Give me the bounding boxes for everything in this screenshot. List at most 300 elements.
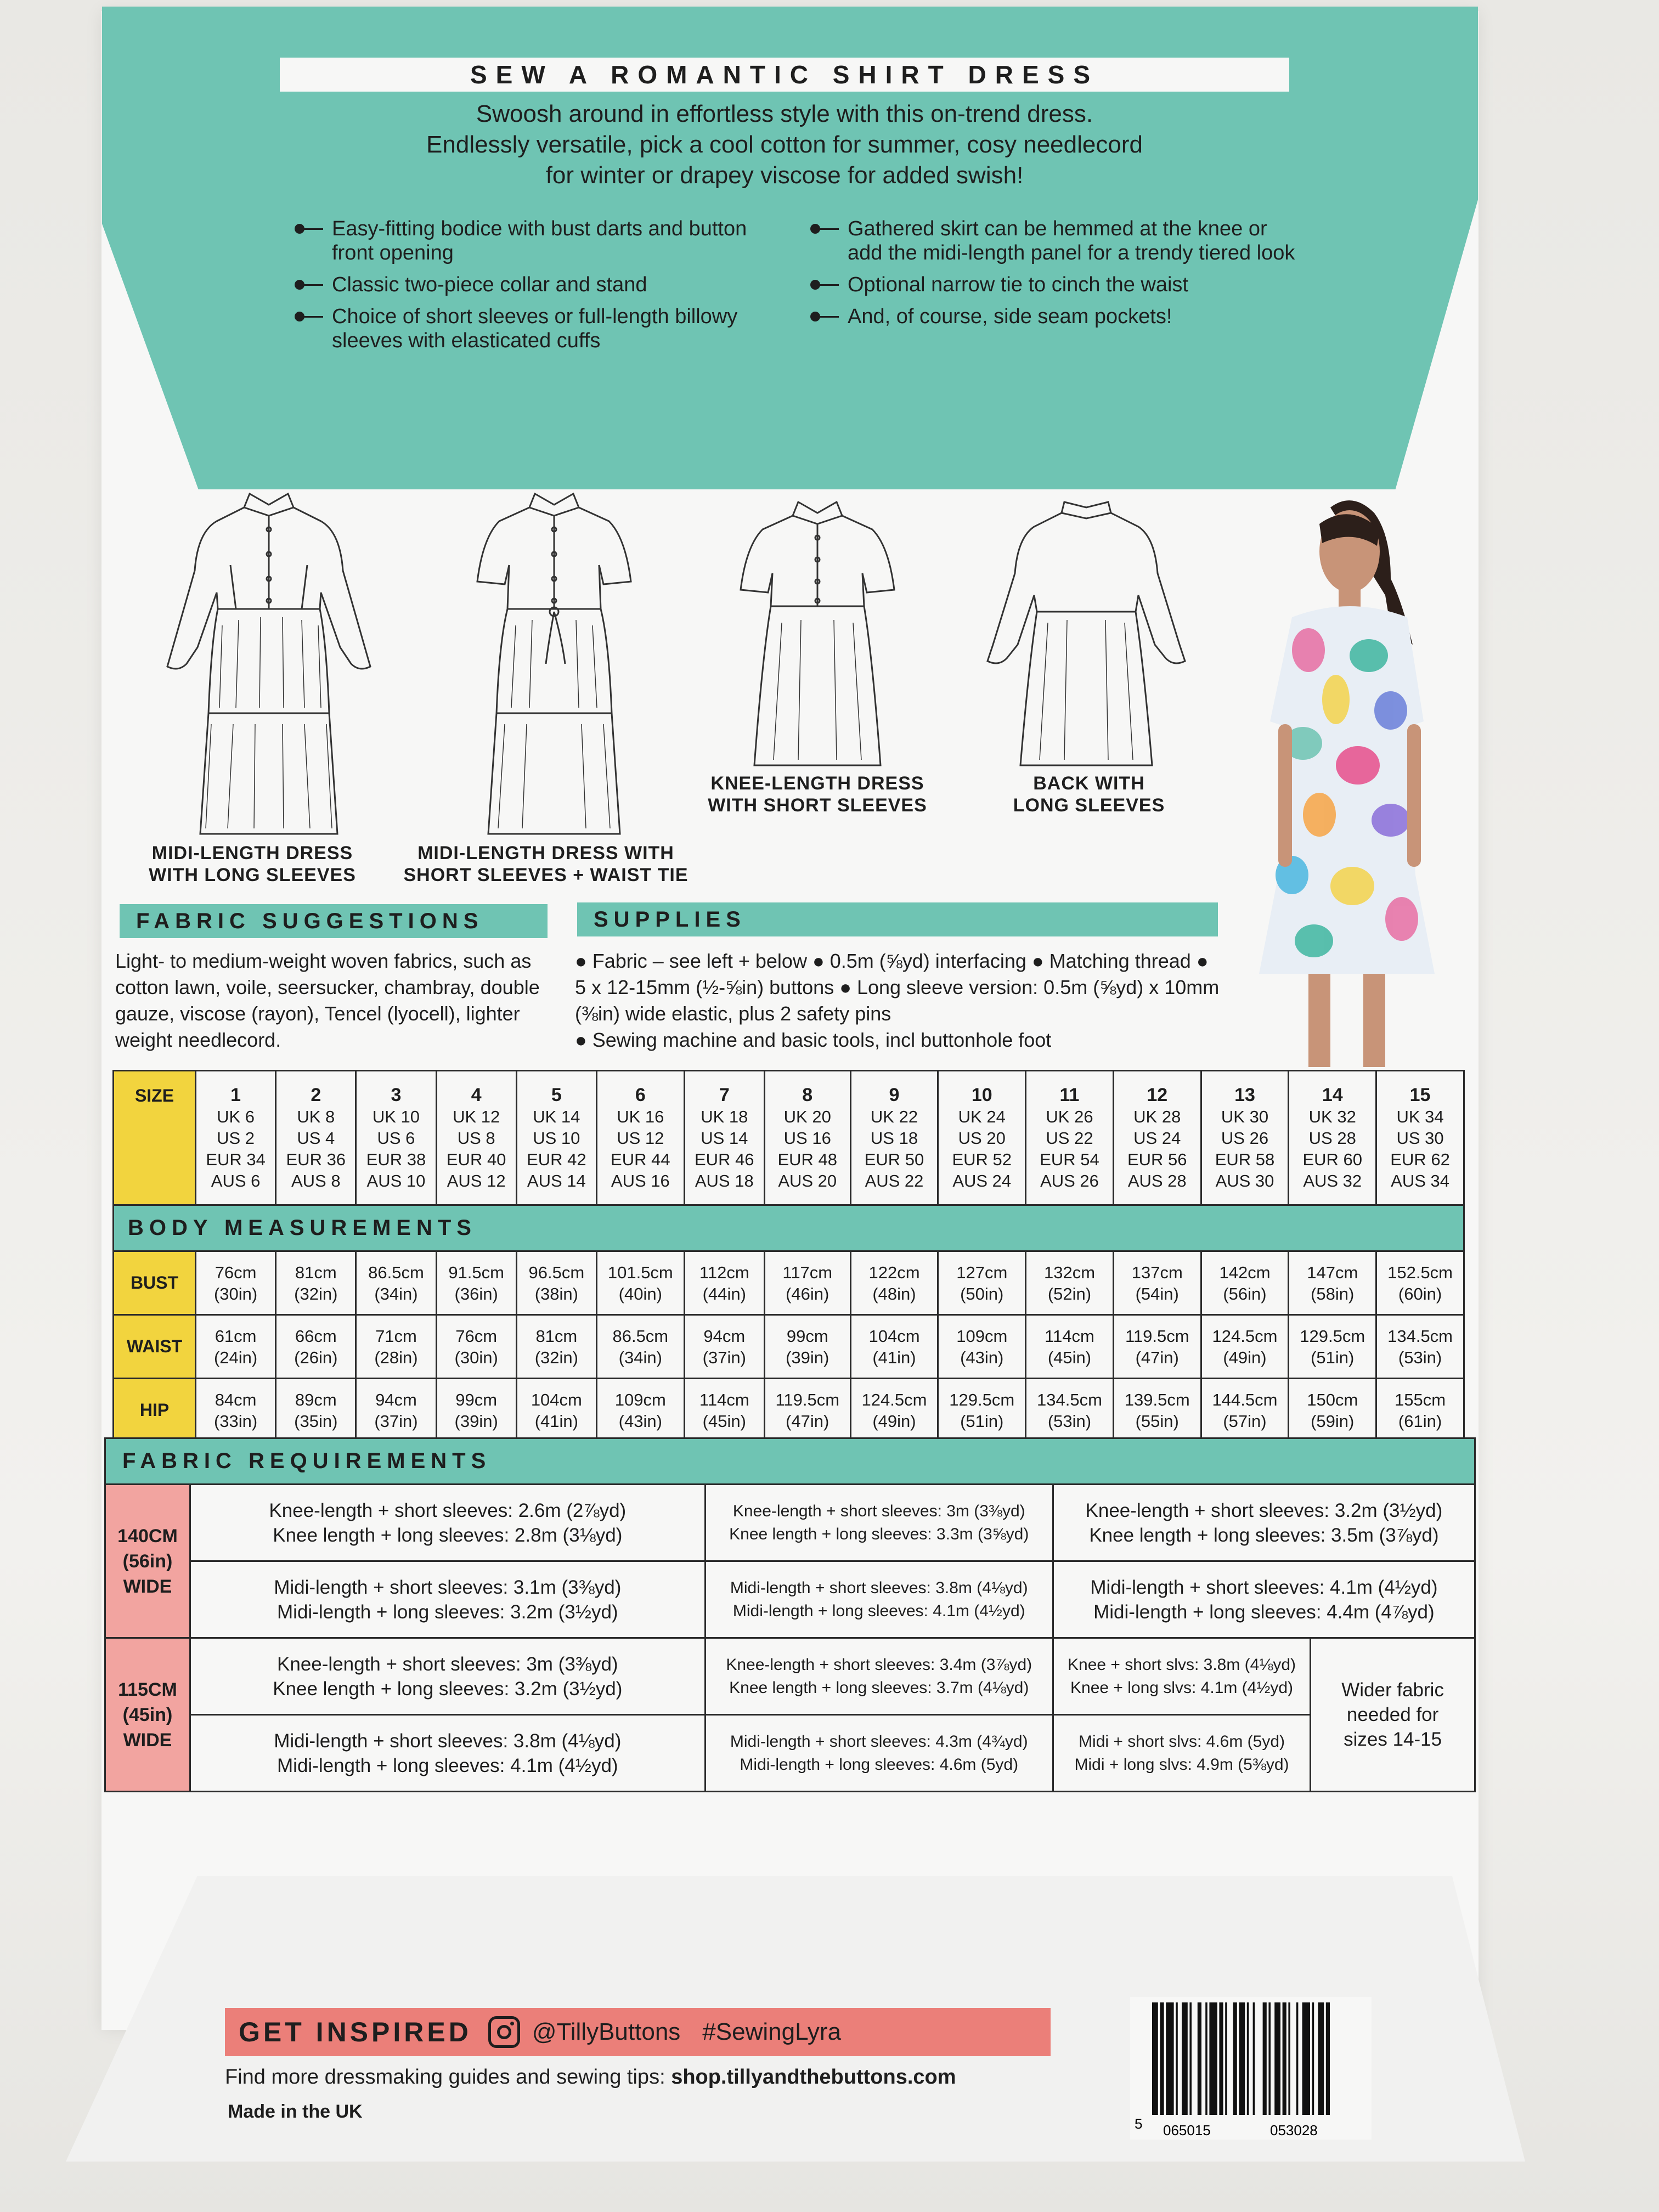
measurement-cm: 101.5cm <box>607 1262 673 1282</box>
measurement-cm: 134.5cm <box>1037 1390 1102 1409</box>
barcode-bar <box>1152 2002 1158 2115</box>
measurement-cm: 119.5cm <box>775 1390 840 1409</box>
barcode-digits-left: 065015 <box>1163 2122 1211 2138</box>
measurement-in: (58in) <box>1311 1284 1355 1304</box>
bullet-icon <box>294 304 332 329</box>
size-uk: UK 14 <box>533 1107 580 1126</box>
size-number: 4 <box>471 1084 482 1105</box>
measurement-in: (34in) <box>618 1347 662 1367</box>
size-uk: UK 20 <box>783 1107 831 1126</box>
feature-text: Easy-fitting bodice with bust darts and button front opening <box>332 217 747 264</box>
barcode-bar <box>1209 2002 1217 2115</box>
measurement-cell <box>436 1251 516 1315</box>
measurement-cell <box>1376 1251 1464 1315</box>
hashtag[interactable]: #SewingLyra <box>702 2018 842 2045</box>
size-uk: UK 30 <box>1221 1107 1269 1126</box>
barcode-bar <box>1288 2002 1290 2115</box>
midi-long-sleeve-dress-drawing <box>156 483 381 839</box>
measurement-cell <box>596 1379 684 1442</box>
requirement-cell <box>190 1638 705 1715</box>
measurement-in: (39in) <box>454 1411 498 1431</box>
barcode-bar <box>1247 2002 1249 2115</box>
width-115-label <box>105 1638 190 1792</box>
measurement-in: (40in) <box>618 1284 662 1304</box>
requirement-line: Knee length + long sleeves: 3.5m (3⅞yd) <box>1089 1524 1439 1546</box>
measurement-cm: 81cm <box>295 1262 337 1282</box>
measurement-cell <box>938 1251 1026 1315</box>
measurement-cm: 150cm <box>1307 1390 1358 1409</box>
measurement-in: (33in) <box>213 1411 258 1431</box>
page-title: SEW A ROMANTIC SHIRT DRESS <box>280 58 1289 92</box>
measurement-cell <box>1113 1379 1201 1442</box>
size-us: US 26 <box>1221 1128 1269 1148</box>
measurement-cell <box>196 1379 276 1442</box>
requirement-cell <box>190 1485 705 1561</box>
illustration-caption <box>977 772 1201 816</box>
measurement-cm: 117cm <box>782 1262 833 1282</box>
requirement-line: Knee-length + short sleeves: 2.6m (2⅞yd) <box>269 1499 627 1521</box>
supply-item: 5 x 12-15mm (½-⅝in) buttons <box>575 976 834 998</box>
measurement-in: (60in) <box>1398 1284 1442 1304</box>
barcode-digit-prefix: 5 <box>1135 2115 1143 2132</box>
measurement-in: (55in) <box>1135 1411 1179 1431</box>
back-long-sleeve-dress-drawing <box>977 491 1196 776</box>
supply-item: Matching thread <box>1049 950 1191 972</box>
size-number: 13 <box>1234 1084 1255 1105</box>
size-us: US 2 <box>217 1128 255 1148</box>
measurement-cell <box>1113 1315 1201 1379</box>
feature-list-left <box>294 217 765 360</box>
measurement-in: (47in) <box>786 1411 830 1431</box>
measurement-cell <box>1201 1379 1289 1442</box>
size-eur: EUR 40 <box>446 1149 506 1169</box>
measurement-cm: 112cm <box>699 1262 749 1282</box>
size-aus: AUS 22 <box>865 1171 924 1190</box>
feature-text: Choice of short sleeves or full-length billowy sleeves with elasticated cuffs <box>332 305 738 352</box>
measurement-in: (53in) <box>1398 1347 1442 1367</box>
barcode-bar <box>1182 2002 1188 2115</box>
size-uk: UK 18 <box>701 1107 748 1126</box>
bullet-icon <box>809 304 848 329</box>
size-cell <box>276 1071 356 1205</box>
size-number: 3 <box>391 1084 402 1105</box>
size-eur: EUR 46 <box>695 1149 754 1169</box>
caption-line: MIDI-LENGTH DRESS WITH <box>417 843 674 864</box>
size-cell <box>1201 1071 1289 1205</box>
size-eur: EUR 36 <box>286 1149 346 1169</box>
illustration-caption <box>129 842 376 886</box>
measurement-cell <box>196 1251 276 1315</box>
measurement-in: (41in) <box>534 1411 578 1431</box>
barcode-bar <box>1312 2002 1314 2115</box>
measurement-cm: 132cm <box>1043 1262 1096 1282</box>
measurement-in: (30in) <box>213 1284 258 1304</box>
measurement-cell <box>850 1379 938 1442</box>
barcode-bar <box>1239 2002 1245 2115</box>
measurement-cell <box>1026 1379 1114 1442</box>
size-cell <box>356 1071 436 1205</box>
measurement-cm: 119.5cm <box>1125 1326 1189 1346</box>
size-eur: EUR 38 <box>366 1149 426 1169</box>
requirement-line: Midi-length + long sleeves: 4.6m (5yd) <box>740 1755 1019 1774</box>
supply-item: Sewing machine and basic tools, incl buttonhole foot <box>592 1029 1052 1051</box>
size-uk: UK 10 <box>372 1107 420 1126</box>
measurement-cell <box>276 1379 356 1442</box>
barcode-bar <box>1233 2002 1237 2115</box>
measurement-in: (24in) <box>213 1347 258 1367</box>
size-uk: UK 6 <box>217 1107 255 1126</box>
measurement-label: WAIST <box>114 1315 196 1379</box>
bullet-icon <box>294 217 332 241</box>
barcode-bar <box>1296 2002 1299 2115</box>
requirement-cell <box>190 1561 705 1638</box>
barcode-bar <box>1176 2002 1178 2115</box>
measurement-in: (37in) <box>702 1347 746 1367</box>
requirement-line: Midi-length + short sleeves: 3.8m (4⅛yd) <box>274 1730 622 1752</box>
width-140-label <box>105 1485 190 1638</box>
measurement-cm: 99cm <box>455 1390 498 1409</box>
model-photo <box>1226 491 1468 1067</box>
measurement-cm: 129.5cm <box>1300 1326 1365 1346</box>
body-measurements-row <box>114 1205 1464 1251</box>
size-us: US 6 <box>377 1128 415 1148</box>
feature-text: Gathered skirt can be hemmed at the knee or add the midi-length panel for a trendy tiered look <box>848 217 1295 264</box>
measurement-cm: 142cm <box>1219 1262 1271 1282</box>
size-aus: AUS 26 <box>1040 1171 1099 1190</box>
size-us: US 18 <box>870 1128 918 1148</box>
measurement-in: (57in) <box>1223 1411 1267 1431</box>
measurement-cell <box>1201 1315 1289 1379</box>
measurement-cm: 81cm <box>535 1326 578 1346</box>
measurement-in: (34in) <box>374 1284 418 1304</box>
measurement-in: (43in) <box>960 1347 1004 1367</box>
size-eur: EUR 48 <box>777 1149 838 1169</box>
barcode-bar <box>1274 2002 1280 2115</box>
measurement-cell <box>1289 1315 1376 1379</box>
supply-item: 0.5m (⅝yd) interfacing <box>830 950 1026 972</box>
size-aus: AUS 10 <box>366 1171 426 1190</box>
measurement-cm: 66cm <box>295 1326 337 1346</box>
size-us: US 4 <box>297 1128 335 1148</box>
size-us: US 22 <box>1046 1128 1093 1148</box>
measurement-in: (54in) <box>1135 1284 1179 1304</box>
requirement-line: Midi-length + short sleeves: 4.3m (4¾yd) <box>730 1732 1028 1751</box>
requirement-cell <box>705 1561 1053 1638</box>
measurement-in: (48in) <box>872 1284 916 1304</box>
intro-line: Endlessly versatile, pick a cool cotton for summer, cosy needlecord <box>426 131 1143 158</box>
size-cell <box>1113 1071 1201 1205</box>
requirement-line: Midi-length + long sleeves: 4.1m (4½yd) <box>277 1754 618 1776</box>
requirement-cell <box>1053 1715 1310 1792</box>
bullet-icon <box>809 273 848 297</box>
measurement-cell <box>850 1251 938 1315</box>
requirement-line: Knee-length + short sleeves: 3.2m (3½yd) <box>1085 1499 1443 1521</box>
measurement-in: (51in) <box>1311 1347 1355 1367</box>
size-cell <box>1026 1071 1114 1205</box>
requirement-cell <box>1053 1561 1475 1638</box>
measurement-cell <box>684 1379 764 1442</box>
feature-text: Classic two-piece collar and stand <box>332 273 647 296</box>
measurement-row <box>114 1315 1464 1379</box>
requirement-line: Knee length + long sleeves: 2.8m (3⅛yd) <box>273 1524 623 1546</box>
barcode-bar <box>1198 2002 1201 2115</box>
measurement-in: (35in) <box>294 1411 338 1431</box>
measurement-in: (37in) <box>374 1411 418 1431</box>
note-line: needed for <box>1346 1704 1439 1725</box>
requirement-line: Midi-length + long sleeves: 4.1m (4½yd) <box>732 1601 1025 1620</box>
measurement-in: (51in) <box>960 1411 1004 1431</box>
measurement-cell <box>764 1315 850 1379</box>
requirement-line: Knee + short slvs: 3.8m (4⅛yd) <box>1068 1655 1296 1674</box>
measurement-cm: 94cm <box>375 1390 417 1409</box>
barcode-bar <box>1318 2002 1324 2115</box>
size-aus: AUS 20 <box>778 1171 837 1190</box>
size-number: 9 <box>889 1084 900 1105</box>
width-label-line: 115CM <box>118 1679 177 1700</box>
measurement-cell <box>436 1379 516 1442</box>
measurement-cm: 127cm <box>956 1262 1008 1282</box>
supplies-heading: SUPPLIES <box>577 902 1218 936</box>
size-eur: EUR 56 <box>1127 1149 1187 1169</box>
size-uk: UK 34 <box>1396 1107 1444 1126</box>
size-number: 14 <box>1322 1084 1343 1105</box>
measurement-cell <box>516 1379 596 1442</box>
size-aus: AUS 12 <box>447 1171 506 1190</box>
requirement-cell <box>1053 1638 1310 1715</box>
measurement-in: (32in) <box>534 1347 578 1367</box>
size-cell <box>764 1071 850 1205</box>
size-us: US 16 <box>783 1128 831 1148</box>
intro-line: Swoosh around in effortless style with this on-trend dress. <box>476 100 1093 127</box>
requirement-line: Knee length + long sleeves: 3.2m (3½yd) <box>273 1678 623 1700</box>
size-row <box>114 1071 1464 1205</box>
size-us: US 20 <box>958 1128 1006 1148</box>
measurement-in: (30in) <box>454 1347 498 1367</box>
width-label-line: WIDE <box>123 1576 172 1597</box>
measurement-cell <box>196 1315 276 1379</box>
bullet-icon: ● <box>812 950 830 972</box>
measurement-cell <box>764 1251 850 1315</box>
barcode <box>1130 1997 1372 2140</box>
wider-fabric-note <box>1311 1638 1475 1792</box>
size-eur: EUR 50 <box>864 1149 924 1169</box>
size-eur: EUR 58 <box>1215 1149 1275 1169</box>
feature-item <box>809 304 1303 329</box>
measurement-in: (49in) <box>872 1411 916 1431</box>
requirement-line: Knee-length + short sleeves: 3.4m (3⅞yd) <box>726 1655 1032 1674</box>
measurement-cm: 76cm <box>215 1262 257 1282</box>
measurement-cell <box>596 1315 684 1379</box>
measurement-cm: 99cm <box>786 1326 828 1346</box>
measurement-in: (44in) <box>702 1284 746 1304</box>
size-cell <box>596 1071 684 1205</box>
shop-link[interactable]: shop.tillyandthebuttons.com <box>671 2066 956 2089</box>
size-us: US 8 <box>457 1128 495 1148</box>
measurement-cm: 124.5cm <box>1212 1326 1278 1346</box>
caption-line: WITH SHORT SLEEVES <box>708 795 927 816</box>
bullet-icon: ● <box>575 950 592 972</box>
barcode-bar <box>1263 2002 1267 2115</box>
size-uk: UK 16 <box>617 1107 664 1126</box>
requirement-line: Midi-length + short sleeves: 3.8m (4⅛yd) <box>730 1578 1028 1597</box>
measurement-cm: 152.5cm <box>1387 1262 1453 1282</box>
size-number: 8 <box>802 1084 813 1105</box>
barcode-bar <box>1268 2002 1271 2115</box>
measurement-cm: 86.5cm <box>612 1326 669 1346</box>
measurement-cell <box>1026 1315 1114 1379</box>
size-number: 2 <box>311 1084 321 1105</box>
measurement-cell <box>516 1251 596 1315</box>
measurement-in: (53in) <box>1047 1411 1092 1431</box>
size-cell <box>516 1071 596 1205</box>
measurement-in: (28in) <box>374 1347 418 1367</box>
guides-label: Find more dressmaking guides and sewing tips: <box>225 2066 672 2089</box>
caption-line: WITH LONG SLEEVES <box>149 865 356 885</box>
size-aus: AUS 8 <box>291 1171 341 1190</box>
size-eur: EUR 52 <box>952 1149 1012 1169</box>
midi-short-sleeve-tie-dress-drawing <box>444 483 664 839</box>
measurement-cm: 89cm <box>295 1390 337 1409</box>
requirement-line: Midi-length + long sleeves: 3.2m (3½yd) <box>277 1601 618 1623</box>
requirement-line: Knee-length + short sleeves: 3m (3⅜yd) <box>277 1653 618 1675</box>
size-eur: EUR 54 <box>1040 1149 1099 1169</box>
measurement-cell <box>356 1315 436 1379</box>
fabric-suggestions-text: Light- to medium-weight woven fabrics, such as cotton lawn, voile, seersucker, chambray, double gauze, viscose (rayon), Tencel (lyocell), lighter weight needlecord. <box>115 950 540 1051</box>
size-eur: EUR 34 <box>206 1149 266 1169</box>
fabric-requirements-heading: FABRIC REQUIREMENTS <box>105 1438 1475 1485</box>
measurement-in: (39in) <box>786 1347 830 1367</box>
feature-item <box>294 273 765 297</box>
requirement-line: Knee-length + short sleeves: 3m (3⅜yd) <box>732 1502 1025 1520</box>
size-label: SIZE <box>114 1071 196 1205</box>
measurement-cm: 109cm <box>956 1326 1008 1346</box>
measurement-cm: 134.5cm <box>1387 1326 1453 1346</box>
measurement-in: (50in) <box>960 1284 1004 1304</box>
requirement-line: Midi-length + short sleeves: 4.1m (4½yd) <box>1090 1576 1438 1598</box>
size-uk: UK 12 <box>453 1107 500 1126</box>
measurement-in: (36in) <box>454 1284 498 1304</box>
measurement-cm: 122cm <box>868 1262 920 1282</box>
measurement-in: (32in) <box>294 1284 338 1304</box>
measurement-in: (61in) <box>1398 1411 1442 1431</box>
instagram-handle[interactable]: @TillyButtons <box>532 2018 681 2045</box>
caption-line: MIDI-LENGTH DRESS <box>151 843 353 864</box>
measurement-cell <box>1289 1251 1376 1315</box>
size-cell <box>850 1071 938 1205</box>
size-cell <box>684 1071 764 1205</box>
size-cell <box>436 1071 516 1205</box>
illustration-caption <box>403 842 689 886</box>
barcode-bar <box>1160 2002 1164 2115</box>
size-cell <box>196 1071 276 1205</box>
size-aus: AUS 24 <box>952 1171 1012 1190</box>
size-aus: AUS 14 <box>527 1171 586 1190</box>
measurement-cell <box>436 1315 516 1379</box>
measurement-in: (59in) <box>1311 1411 1355 1431</box>
size-uk: UK 22 <box>870 1107 918 1126</box>
measurement-in: (43in) <box>618 1411 662 1431</box>
supplies-list <box>575 948 1222 1053</box>
size-uk: UK 8 <box>297 1107 335 1126</box>
size-uk: UK 26 <box>1046 1107 1093 1126</box>
measurement-cm: 94cm <box>703 1326 746 1346</box>
measurement-cell <box>356 1251 436 1315</box>
measurement-cm: 139.5cm <box>1124 1390 1190 1409</box>
size-number: 12 <box>1147 1084 1168 1105</box>
size-cell <box>1289 1071 1376 1205</box>
measurement-cell <box>938 1379 1026 1442</box>
requirement-cell <box>705 1638 1053 1715</box>
measurement-row <box>114 1251 1464 1315</box>
size-uk: UK 32 <box>1308 1107 1356 1126</box>
size-cell <box>1376 1071 1464 1205</box>
caption-line: SHORT SLEEVES + WAIST TIE <box>403 865 689 885</box>
size-number: 15 <box>1409 1084 1431 1105</box>
measurement-cm: 129.5cm <box>949 1390 1015 1409</box>
measurement-cm: 114cm <box>1045 1326 1094 1346</box>
measurement-label: HIP <box>114 1379 196 1442</box>
size-aus: AUS 32 <box>1303 1171 1362 1190</box>
caption-line: BACK WITH <box>1033 773 1145 794</box>
measurement-cell <box>276 1251 356 1315</box>
barcode-bar <box>1225 2002 1227 2115</box>
measurement-cm: 144.5cm <box>1212 1390 1278 1409</box>
requirement-line: Midi + short slvs: 4.6m (5yd) <box>1079 1732 1285 1751</box>
note-line: Wider fabric <box>1341 1679 1444 1701</box>
measurement-in: (47in) <box>1135 1347 1179 1367</box>
measurement-cm: 137cm <box>1131 1262 1183 1282</box>
measurement-in: (26in) <box>294 1347 338 1367</box>
measurement-cm: 76cm <box>455 1326 498 1346</box>
get-inspired-label: GET INSPIRED <box>239 2017 472 2047</box>
bullet-icon: ● <box>839 976 857 998</box>
measurement-cell <box>850 1315 938 1379</box>
measurement-cell <box>1201 1251 1289 1315</box>
measurement-cell <box>1026 1251 1114 1315</box>
size-uk: UK 24 <box>958 1107 1006 1126</box>
feature-text: Optional narrow tie to cinch the waist <box>848 273 1188 296</box>
size-eur: EUR 44 <box>611 1149 670 1169</box>
intro-line: for winter or drapey viscose for added swish! <box>545 162 1024 189</box>
requirement-cell <box>705 1715 1053 1792</box>
feature-text: And, of course, side seam pockets! <box>848 305 1172 328</box>
requirement-line: Midi-length + long sleeves: 4.4m (4⅞yd) <box>1093 1601 1435 1623</box>
caption-line: LONG SLEEVES <box>1013 795 1165 816</box>
bullet-icon: ● <box>575 1029 592 1051</box>
instagram-icon <box>488 2016 520 2048</box>
width-label-line: WIDE <box>123 1729 172 1751</box>
knee-short-sleeve-dress-drawing <box>730 491 905 776</box>
width-label-line: (45in) <box>122 1704 173 1725</box>
size-aus: AUS 30 <box>1215 1171 1274 1190</box>
barcode-bar <box>1219 2002 1223 2115</box>
size-us: US 28 <box>1308 1128 1356 1148</box>
measurement-cell <box>356 1379 436 1442</box>
measurement-cm: 91.5cm <box>448 1262 504 1282</box>
size-eur: EUR 60 <box>1302 1149 1363 1169</box>
illustration-caption <box>691 772 944 816</box>
body-measurements-heading: BODY MEASUREMENTS <box>114 1205 1464 1251</box>
measurement-cell <box>1289 1379 1376 1442</box>
measurement-in: (38in) <box>534 1284 578 1304</box>
size-aus: AUS 6 <box>211 1171 261 1190</box>
requirement-line: Knee length + long sleeves: 3.3m (3⅝yd) <box>729 1525 1029 1543</box>
measurement-cm: 147cm <box>1307 1262 1358 1282</box>
measurement-cell <box>596 1251 684 1315</box>
barcode-bar <box>1166 2002 1173 2115</box>
size-us: US 12 <box>617 1128 664 1148</box>
get-inspired-banner <box>225 2008 1051 2056</box>
